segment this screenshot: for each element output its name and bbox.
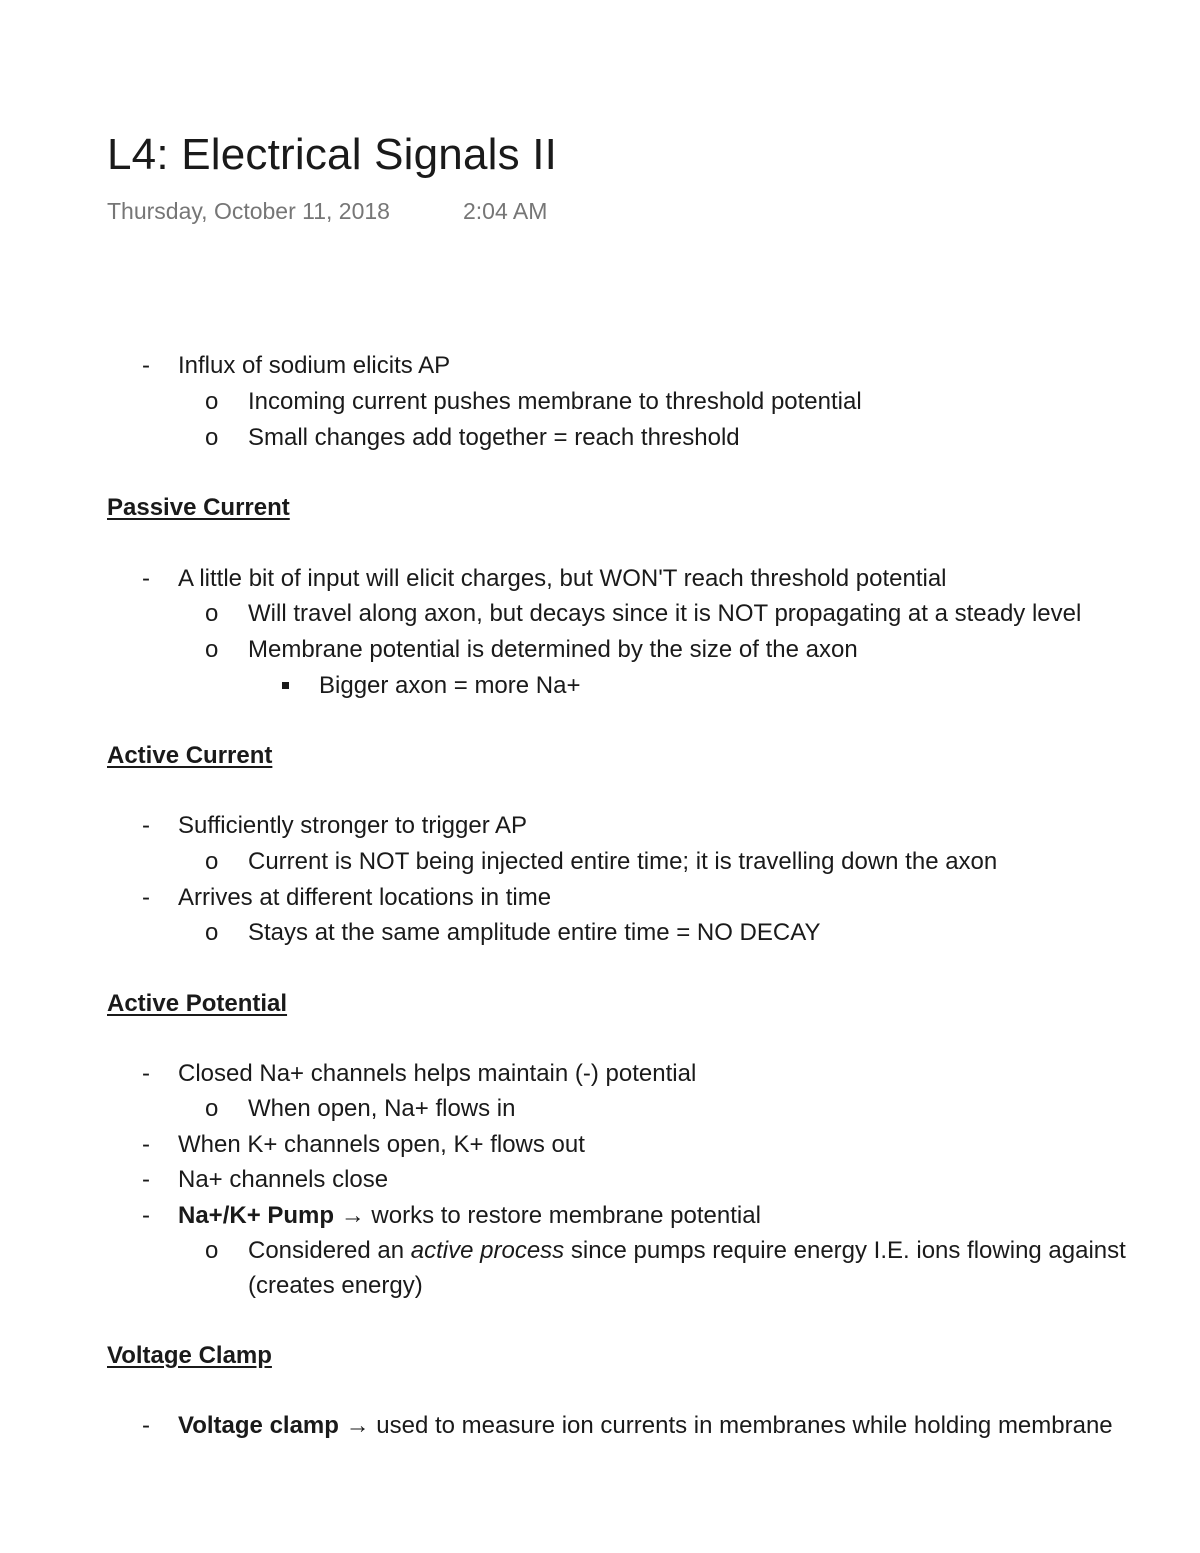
circle-bullet: o — [205, 1095, 219, 1122]
item-text: Considered an — [248, 1237, 411, 1264]
list-item: Membrane potential is determined by the size of the axon — [248, 636, 858, 663]
list-item: A little bit of input will elicit charges, but WON'T reach threshold potential — [178, 565, 947, 592]
item-text: since pumps require energy I.E. ions flowing against — [564, 1237, 1126, 1264]
list-item-continuation: (creates energy) — [248, 1272, 423, 1299]
circle-bullet: o — [205, 1237, 219, 1264]
bold-term: Voltage clamp — [178, 1412, 339, 1439]
dash-bullet: - — [142, 1166, 150, 1193]
square-bullet-icon — [282, 682, 289, 689]
circle-bullet: o — [205, 636, 219, 663]
dash-bullet: - — [142, 812, 150, 839]
circle-bullet: o — [205, 848, 219, 875]
note-date: Thursday, October 11, 2018 — [107, 198, 390, 224]
dash-bullet: - — [142, 884, 150, 911]
list-item: Closed Na+ channels helps maintain (-) potential — [178, 1060, 697, 1087]
bold-term: Na+/K+ Pump — [178, 1202, 335, 1229]
list-item: Arrives at different locations in time — [178, 884, 552, 911]
list-item: Bigger axon = more Na+ — [319, 672, 581, 699]
list-item: Incoming current pushes membrane to threshold potential — [248, 388, 862, 415]
dash-bullet: - — [142, 1060, 150, 1087]
arrow-glyph: → — [334, 1202, 372, 1229]
list-item — [248, 1235, 1126, 1267]
dash-bullet: - — [142, 1412, 150, 1439]
list-item: Na+ channels close — [178, 1166, 389, 1193]
dash-bullet: - — [142, 565, 150, 592]
section-heading-active-potential: Active Potential — [107, 990, 288, 1017]
circle-bullet: o — [205, 388, 219, 415]
list-item: When open, Na+ flows in — [248, 1095, 516, 1122]
list-item: Current is NOT being injected entire time; it is travelling down the axon — [248, 848, 998, 875]
dash-bullet: - — [142, 1202, 150, 1229]
page-title: L4: Electrical Signals II — [107, 130, 558, 179]
arrow-glyph: → — [338, 1412, 377, 1439]
list-item: When K+ channels open, K+ flows out — [178, 1131, 585, 1158]
item-text: used to measure ion currents in membranes while holding membrane — [376, 1412, 1113, 1439]
circle-bullet: o — [205, 600, 219, 627]
section-heading-passive-current: Passive Current — [107, 494, 290, 521]
list-item: Small changes add together = reach threshold — [248, 424, 740, 451]
section-heading-active-current: Active Current — [107, 742, 273, 769]
dash-bullet: - — [142, 1131, 150, 1158]
circle-bullet: o — [205, 424, 219, 451]
list-item: Influx of sodium elicits AP — [178, 352, 451, 379]
list-item — [178, 1410, 1113, 1442]
section-heading-voltage-clamp: Voltage Clamp — [107, 1342, 272, 1369]
dash-bullet: - — [142, 352, 150, 379]
note-time: 2:04 AM — [463, 198, 548, 224]
list-item: Sufficiently stronger to trigger AP — [178, 812, 528, 839]
list-item: Stays at the same amplitude entire time = NO DECAY — [248, 919, 821, 946]
item-text: works to restore membrane potential — [371, 1202, 761, 1229]
italic-term: active process — [410, 1237, 565, 1264]
list-item: Will travel along axon, but decays since it is NOT propagating at a steady level — [248, 600, 1082, 627]
circle-bullet: o — [205, 919, 219, 946]
list-item — [178, 1200, 761, 1232]
